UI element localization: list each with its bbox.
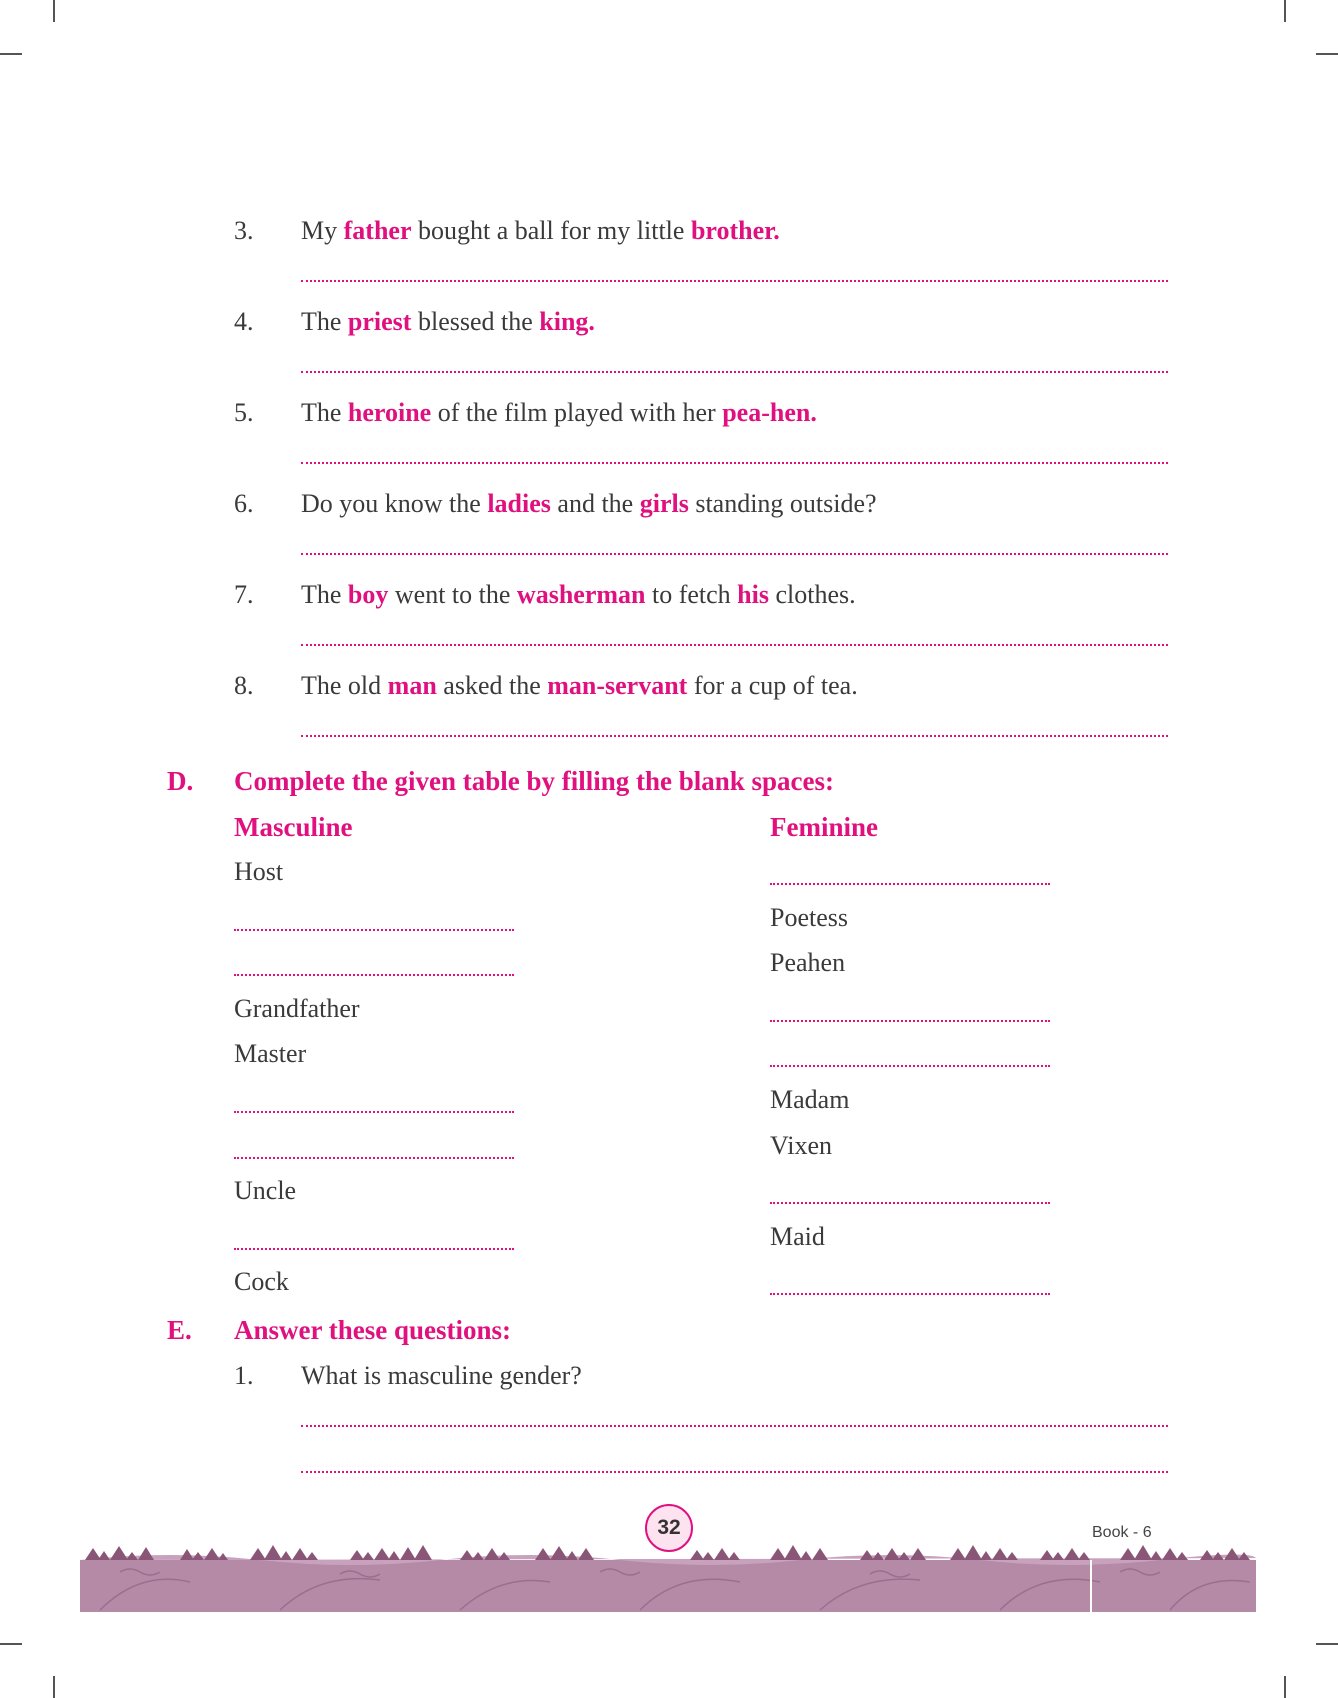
exercise-number: 4. xyxy=(234,307,254,336)
highlighted-word: father xyxy=(343,216,412,245)
feminine-blank[interactable] xyxy=(770,1020,1050,1022)
crop-mark xyxy=(53,1676,55,1698)
feminine-word: Madam xyxy=(770,1085,850,1114)
sentence-text: The xyxy=(301,398,348,427)
masculine-blank[interactable] xyxy=(234,974,514,976)
sentence-text: My xyxy=(301,216,344,245)
answer-line[interactable] xyxy=(301,280,1168,282)
highlighted-word: man xyxy=(387,671,437,700)
masculine-word: Master xyxy=(234,1039,307,1068)
sentence-text: The old xyxy=(301,671,388,700)
exercise-sentence xyxy=(301,580,856,610)
masculine-blank[interactable] xyxy=(234,929,514,931)
feminine-word: Maid xyxy=(770,1222,825,1251)
crop-mark xyxy=(1316,53,1338,55)
masculine-blank[interactable] xyxy=(234,1157,514,1159)
highlighted-word: man-servant xyxy=(547,671,688,700)
highlighted-word: king. xyxy=(539,307,595,336)
book-label: Book - 6 xyxy=(1092,1524,1152,1541)
page-number: 32 xyxy=(645,1504,693,1552)
crop-mark xyxy=(1284,1676,1286,1698)
highlighted-word: brother. xyxy=(690,216,780,245)
sentence-text: bought a ball for my little xyxy=(411,216,691,245)
section-e-letter: E. xyxy=(167,1315,192,1345)
sentence-text: The xyxy=(301,580,348,609)
feminine-word: Vixen xyxy=(770,1131,832,1160)
sentence-text: The xyxy=(301,307,348,336)
exercise-sentence xyxy=(301,307,595,337)
feminine-blank[interactable] xyxy=(770,1293,1050,1295)
masculine-word: Grandfather xyxy=(234,994,360,1023)
feminine-blank[interactable] xyxy=(770,883,1050,885)
answer-line[interactable] xyxy=(301,1425,1168,1427)
sentence-text: asked the xyxy=(436,671,548,700)
feminine-blank[interactable] xyxy=(770,1065,1050,1067)
masculine-blank[interactable] xyxy=(234,1111,514,1113)
feminine-word: Peahen xyxy=(770,948,846,977)
exercise-sentence xyxy=(301,398,817,428)
crop-mark xyxy=(0,53,22,55)
sentence-text: Do you know the xyxy=(301,489,488,518)
exercise-sentence xyxy=(301,671,858,701)
answer-line[interactable] xyxy=(301,462,1168,464)
sentence-text: went to the xyxy=(388,580,517,609)
exercise-sentence xyxy=(301,216,780,246)
sentence-text: and the xyxy=(550,489,640,518)
highlighted-word: girls xyxy=(639,489,689,518)
crop-mark xyxy=(1316,1643,1338,1645)
exercise-number: 8. xyxy=(234,671,254,700)
highlighted-word: priest xyxy=(347,307,412,336)
highlighted-word: pea-hen. xyxy=(722,398,817,427)
question-text: What is masculine gender? xyxy=(301,1361,582,1390)
exercise-number: 6. xyxy=(234,489,254,518)
masculine-word: Uncle xyxy=(234,1176,297,1205)
sentence-text: for a cup of tea. xyxy=(687,671,858,700)
highlighted-word: ladies xyxy=(487,489,551,518)
masculine-blank[interactable] xyxy=(234,1248,514,1250)
sentence-text: of the film played with her xyxy=(431,398,723,427)
exercise-number: 3. xyxy=(234,216,254,245)
sentence-text: blessed the xyxy=(411,307,540,336)
answer-line[interactable] xyxy=(301,553,1168,555)
feminine-blank[interactable] xyxy=(770,1202,1050,1204)
sentence-text: to fetch xyxy=(645,580,738,609)
sentence-text: standing outside? xyxy=(688,489,877,518)
section-d-letter: D. xyxy=(167,766,194,796)
highlighted-word: washerman xyxy=(516,580,646,609)
masculine-word: Cock xyxy=(234,1267,289,1296)
section-e-title: Answer these questions: xyxy=(234,1315,512,1345)
highlighted-word: heroine xyxy=(347,398,432,427)
crop-mark xyxy=(0,1643,22,1645)
answer-line[interactable] xyxy=(301,735,1168,737)
answer-line[interactable] xyxy=(301,644,1168,646)
highlighted-word: his xyxy=(737,580,769,609)
feminine-word: Poetess xyxy=(770,903,848,932)
answer-line[interactable] xyxy=(301,1471,1168,1473)
answer-line[interactable] xyxy=(301,371,1168,373)
question-number: 1. xyxy=(234,1361,254,1390)
exercise-number: 5. xyxy=(234,398,254,427)
highlighted-word: boy xyxy=(347,580,389,609)
exercise-number: 7. xyxy=(234,580,254,609)
crop-mark xyxy=(1284,0,1286,22)
masculine-word: Host xyxy=(234,857,284,886)
feminine-header: Feminine xyxy=(770,812,878,842)
exercise-sentence xyxy=(301,489,877,519)
sentence-text: clothes. xyxy=(768,580,856,609)
section-d-title: Complete the given table by filling the blank spaces: xyxy=(234,766,835,796)
masculine-header: Masculine xyxy=(234,812,353,842)
crop-mark xyxy=(53,0,55,22)
